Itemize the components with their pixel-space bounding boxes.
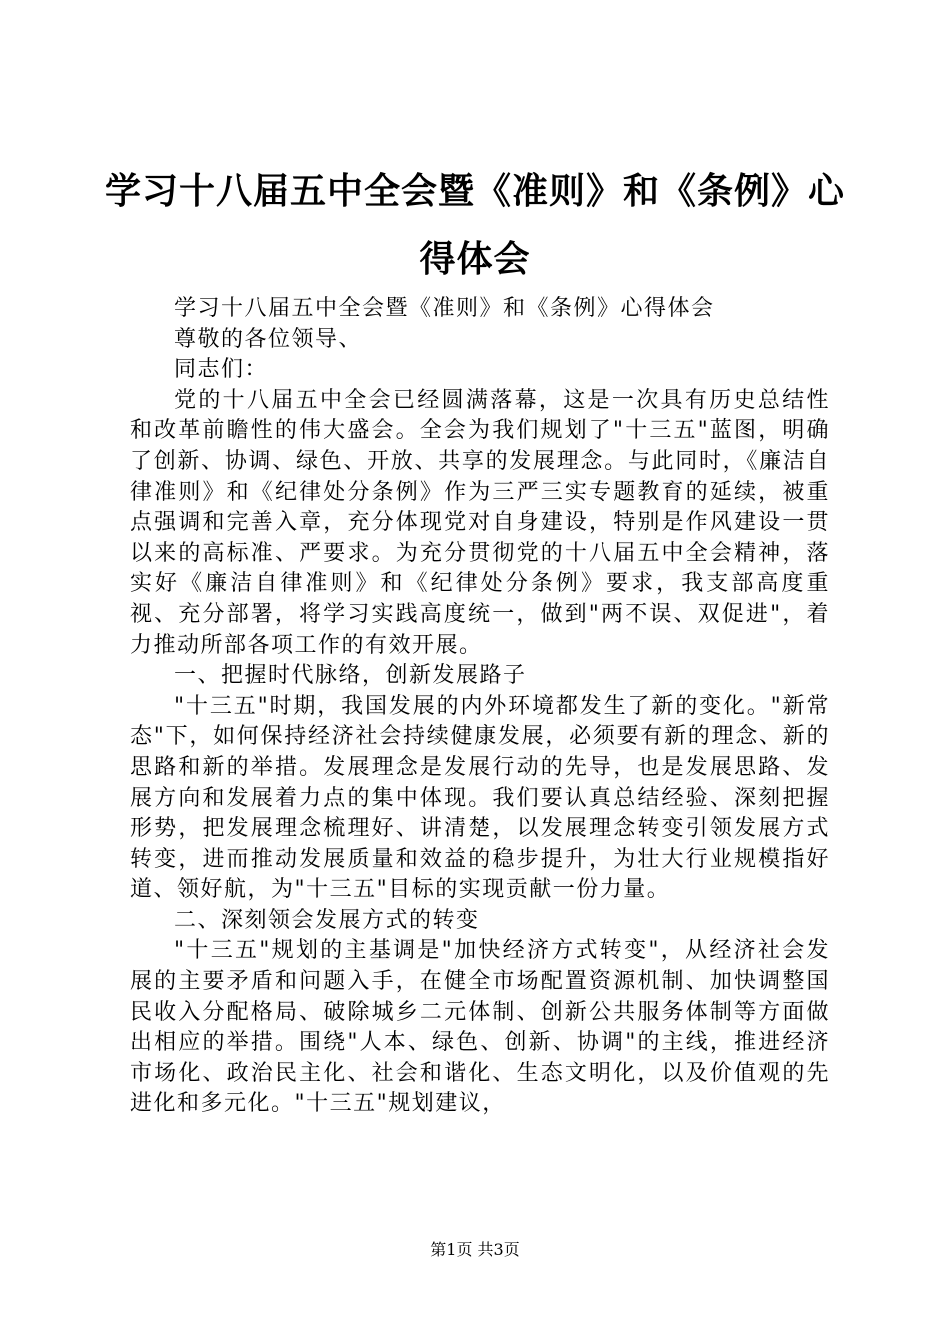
page-footer: 第1页 共3页 [430,1240,520,1259]
intro-paragraph: 党的十八届五中全会已经圆满落幕，这是一次具有历史总结性和改革前瞻性的伟大盛会。全会为我们规划了"十三五"蓝图，明确了创新、协调、绿色、开放、共享的发展理念。与此同时，《廉洁自律准则》和《纪律处分条例》作为三严三实专题教育的延续，被重点强调和完善入章，充分体现党对自身建设，特别是作风建设一贯以来的高标准、严要求。为充分贯彻党的十八届五中全会精神，落实好《廉洁自律准则》和《纪律处分条例》要求，我支部高度重视、充分部署，将学习实践高度统一，做到"两不误、双促进"，着力推动所部各项工作的有效开展。 [130,387,830,658]
salutation-line-1: 尊敬的各位领导、 [174,326,363,352]
document-title: 学习十八届五中全会暨《准则》和《条例》心得体会 [104,171,845,280]
salutation-line-2: 同志们： [174,357,269,383]
section-2-paragraph: "十三五"规划的主基调是"加快经济方式转变"，从经济社会发展的主要矛盾和问题入手，在健全市场配置资源机制、加快调整国民收入分配格局、破除城乡二元体制、创新公共服务体制等方面做出相应的举措。围绕"人本、绿色、创新、协调"的主线，推进经济市场化、政治民主化、社会和谐化、生态文明化，以及价值观的先进化和多元化。"十三五"规划建议， [130,938,830,1117]
section-1-paragraph: "十三五"时期，我国发展的内外环境都发生了新的变化。"新常态"下，如何保持经济社会持续健康发展，必须要有新的理念、新的思路和新的举措。发展理念是发展行动的先导，也是发展思路、发展方向和发展着力点的集中体现。我们要认真总结经验、深刻把握形势，把发展理念梳理好、讲清楚，以发展理念转变引领发展方式转变，进而推动发展质量和效益的稳步提升，为壮大行业规模指好道、领好航，为"十三五"目标的实现贡献一份力量。 [130,693,830,903]
document-body [130,294,830,1120]
body-heading-line: 学习十八届五中全会暨《准则》和《条例》心得体会 [174,296,715,321]
section-heading-1: 一、把握时代脉络，创新发展路子 [174,663,527,689]
section-heading-2: 二、深刻领会发展方式的转变 [174,907,480,933]
